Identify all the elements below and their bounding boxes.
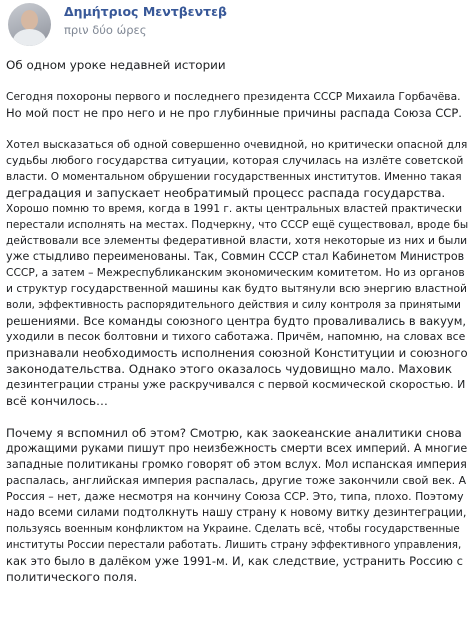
post-text-line: всё кончилось… <box>6 394 108 408</box>
post-text-line: уже стыдливо переименованы. Так, Совмин СССР стал Кабинетом Министров <box>6 250 465 263</box>
post-timestamp[interactable]: πριν δύο ώρες <box>64 23 147 37</box>
post-text-line: Почему я вспомнил об этом? Смотрю, как заокеанские аналитики снова <box>6 426 462 440</box>
post-text-line: перестали исполнять на местах. Подчеркну, что СССР ещё существовал, вроде бы <box>6 219 469 231</box>
post-text-line: Сегодня похороны первого и последнего президента СССР Михаила Горбачёва. <box>6 90 461 103</box>
post-text-line: пользуясь военным конфликтом на Украине. Сделать всё, чтобы государственные <box>6 523 460 535</box>
post-text-line: распалась, английская империя распалась, другие тоже закончили свой век. А <box>6 474 467 487</box>
post-text-line: законодательства. Однако этого оказалось чудовищно мало. Маховик <box>6 362 453 376</box>
paragraph-gap <box>6 409 468 425</box>
paragraph-gap <box>6 73 468 89</box>
post-text-line: западные политиканы громко говорят об этом вслух. Мол испанская империя <box>6 458 467 471</box>
post-text-line: надо всеми силами подтолкнуть нашу страну к новому витку дезинтеграции, <box>6 506 467 519</box>
paragraph-gap <box>6 121 468 137</box>
post-text-line: судьбы любого государства ситуации, которая случилась на излёте советской <box>6 154 464 167</box>
post-text-line: Об одном уроке недавней истории <box>6 58 226 72</box>
post-text <box>6 57 468 585</box>
post-text-line: дрожащими руками пишут про неизбежность смерти всех империй. А многие <box>6 442 468 455</box>
avatar-body-shape <box>13 29 46 46</box>
author-avatar[interactable] <box>8 3 51 46</box>
post-text-line: политического поля. <box>6 570 138 584</box>
post-text-line: Хорошо помню то время, когда в 1991 г. акты центральных властей практически <box>6 203 463 215</box>
post-text-line: Но мой пост не про него и не про глубинные причины распада Союза ССР. <box>6 106 462 120</box>
post-text-line: как это было в далёком уже 1991-м. И, как следствие, устранить Россию с <box>6 554 463 568</box>
post-text-line: уходили в песок болтовни и тихого саботажа. Причём, напомню, на словах все <box>6 330 466 343</box>
post-text-line: решениями. Все команды союзного центра будто проваливались в вакуум, <box>6 314 467 328</box>
avatar-head-shape <box>21 10 38 30</box>
post-text-line: институты России перестали работать. Лишить страну эффективного управления, <box>6 539 462 551</box>
author-name[interactable]: Δημήτριος Μεντβεντεβ <box>64 4 228 19</box>
post-text-line: воли, эффективность распорядительного действия и силу контроля за принятыми <box>6 299 461 311</box>
post-text-line: власти. О моментальном обрушении государственных институтов. Именно такая <box>6 171 462 183</box>
post-text-line: признавали необходимость исполнения союзной Конституции и союзного <box>6 346 468 360</box>
post-text-line: дезинтеграции страны уже раскручивался с первой космической скоростью. И <box>6 378 466 391</box>
post-text-line: Россия – нет, даже несмотря на кончину Союза ССР. Это, типа, плохо. Поэтому <box>6 490 464 503</box>
post-text-line: Хотел высказаться об одной совершенно очевидной, но критически опасной для <box>6 138 468 151</box>
post-text-line: СССР, а затем – Межреспубликанским экономическим комитетом. Но из органов <box>6 266 465 279</box>
post-text-line: и структур государственной машины как будто вытянули всю энергию властной <box>6 282 468 295</box>
post-text-line: действовали все элементы федеративной власти, хотя некоторые из них и были <box>6 234 468 247</box>
post-text-line: деградация и запускает необратимый процесс распада государства. <box>6 186 446 200</box>
